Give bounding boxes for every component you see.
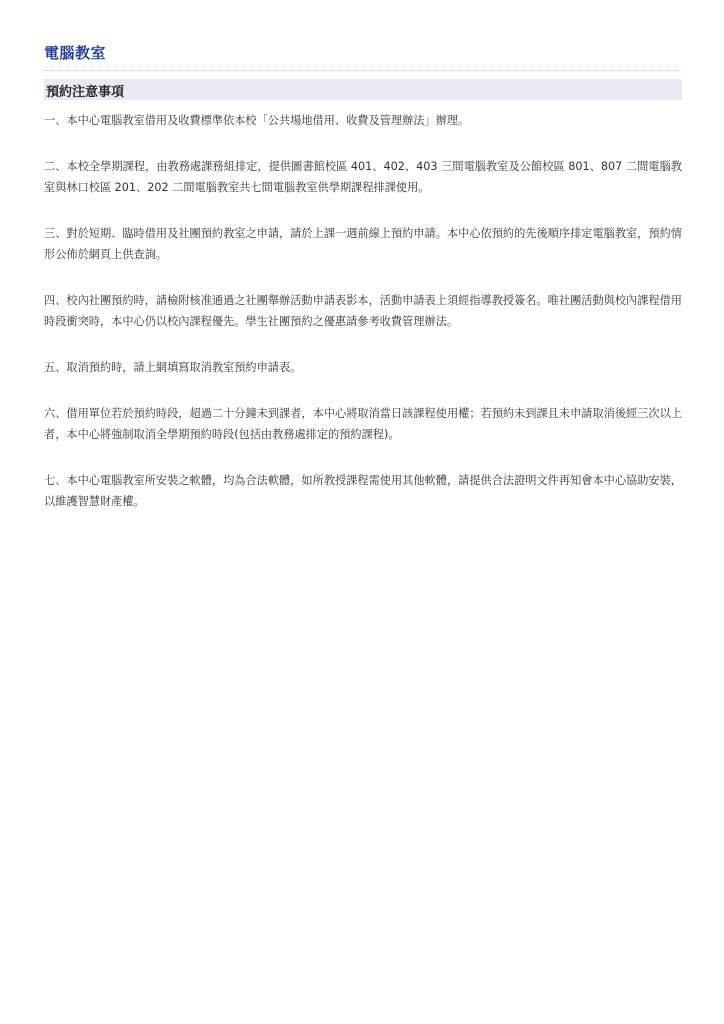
notice-item-2: 二、本校全學期課程，由教務處課務組排定，提供圖書館校區 401、402、403 三間電腦教室及公館校區 801、807 二間電腦教室與林口校區 201、202 二間電腦教室共七間電腦教室供學期課程排課使用。: [44, 160, 682, 194]
notice-item-5: 五、取消預約時，請上網填寫取消教室預約申請表。: [44, 361, 302, 374]
title-divider: [44, 70, 682, 71]
section-header: [44, 79, 682, 100]
page-title: 電腦教室: [44, 44, 107, 62]
notice-list: [44, 110, 682, 537]
notice-item-6: 六、借用單位若於預約時段，超過二十分鐘未到課者，本中心將取消當日該課程使用權；若預約未到課且未申請取消後經三次以上者，本中心將強制取消全學期預約時段(包括由教務處排定的預約課程)。: [44, 407, 682, 441]
section-title: 預約注意事項: [46, 85, 125, 100]
notice-item-3: 三、對於短期、臨時借用及社團預約教室之申請，請於上課一週前線上預約申請。本中心依預約的先後順序排定電腦教室，預約情形公佈於網頁上供查詢。: [44, 227, 682, 261]
notice-item-4: 四、校內社團預約時，請檢附核准通過之社團舉辦活動申請表影本，活動申請表上須經指導教授簽名。唯社團活動與校內課程借用時段衝突時，本中心仍以校內課程優先。學生社團預約之優惠請參考收費管理辦法。: [44, 294, 682, 328]
notice-item-1: 一、本中心電腦教室借用及收費標準依本校「公共場地借用、收費及管理辦法」辦理。: [44, 114, 470, 127]
notice-item-7: 七、本中心電腦教室所安裝之軟體，均為合法軟體，如所教授課程需使用其他軟體，請提供合法證明文件再知會本中心協助安裝，以維護智慧財產權。: [44, 474, 682, 508]
